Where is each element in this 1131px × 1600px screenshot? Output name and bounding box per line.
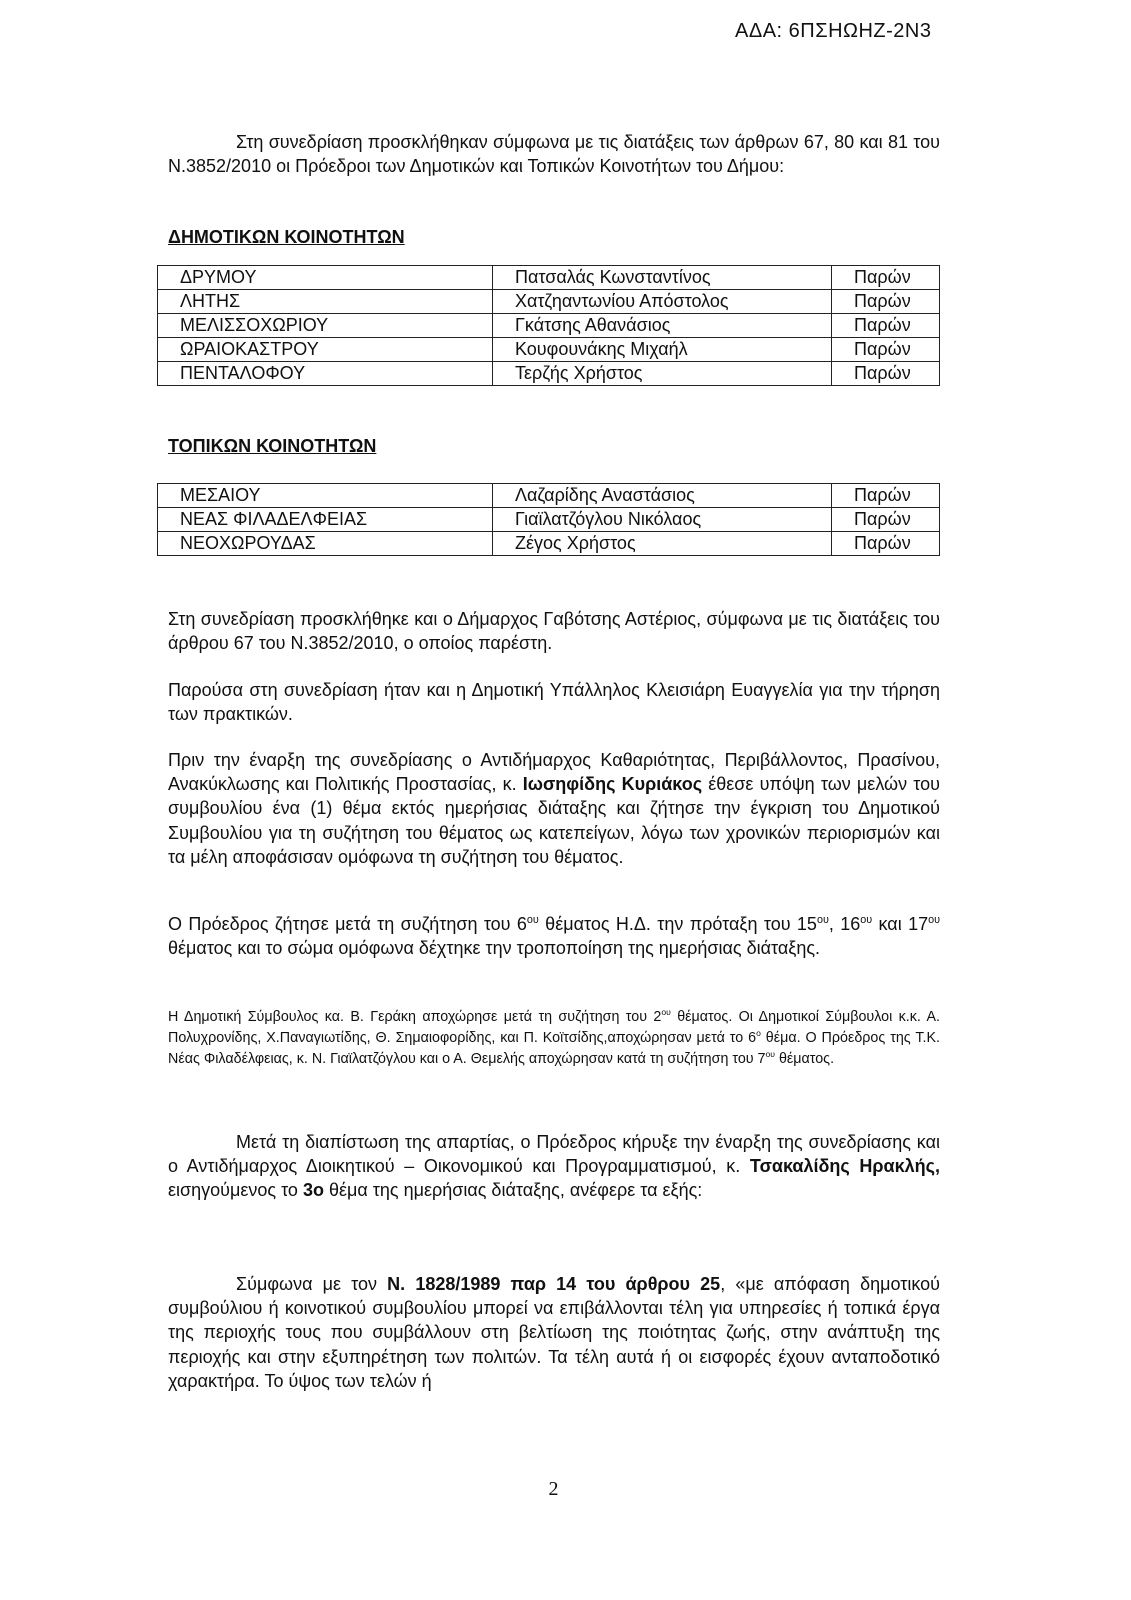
president-name: Χατζηαντωνίου Απόστολος <box>493 290 832 314</box>
community-name: ΜΕΣΑΙΟΥ <box>158 484 493 508</box>
table-row <box>158 532 940 556</box>
text-segment: θέματος. Οι Δημοτικοί Σύμβουλοι κ.κ. Α. Πολυχρονίδης, Χ.Παναγιωτίδης, Θ. Σημαιοφορίδης, και Π. Κοϊτσίδης,αποχώρησαν μετά το 6 <box>168 1009 940 1046</box>
ada-code: ΑΔΑ: 6ΠΣΗΩΗΖ-2Ν3 <box>735 20 932 42</box>
text-segment: Στη συνεδρίαση προσκλήθηκαν σύμφωνα με τις διατάξεις των άρθρων 67, 80 και 81 του Ν.3852/2010 οι Πρόεδροι των Δημοτικών και Τοπικών Κοινοτήτων του Δήμου: <box>168 132 940 177</box>
text-segment: Στη συνεδρίαση προσκλήθηκε και ο Δήμαρχος Γαβότσης Αστέριος, σύμφωνα με τις διατάξεις του άρθρου 67 του Ν.3852/2010, ο οποίος παρέστη. <box>168 609 940 654</box>
table-row <box>158 362 940 386</box>
ordinal-superscript: ου <box>928 914 941 926</box>
text-segment: θέμα. Ο Πρόεδρος της Τ.Κ. Νέας Φιλαδέλφειας, κ. Ν. Γιαϊλατζόγλου και ο Α. Θεμελής αποχώρησαν κατά τη συζήτηση του 7 <box>168 1030 940 1067</box>
law-paragraph <box>168 1272 940 1393</box>
bold-text: 3ο <box>302 1180 324 1201</box>
local-table <box>157 483 940 556</box>
community-name: ΔΡΥΜΟΥ <box>158 266 493 290</box>
municipal-table <box>157 265 940 386</box>
text-segment: Μετά τη διαπίστωση της απαρτίας, ο Πρόεδρος κήρυξε την έναρξη της συνεδρίασης και ο Αντιδήμαρχος Διοικητικού – Οικονομικού και Προγραμματισμού, κ. <box>168 1132 940 1177</box>
text-segment: Παρούσα στη συνεδρίαση ήταν και η Δημοτική Υπάλληλος Κλεισιάρη Ευαγγελία για την τήρηση των πρακτικών. <box>168 680 940 725</box>
president-name: Ζέγος Χρήστος <box>493 532 832 556</box>
table-row <box>158 338 940 362</box>
text-segment: Πριν την έναρξη της συνεδρίασης ο Αντιδήμαρχος Καθαριότητας, Περιβάλλοντος, Πρασίνου, Ανακύκλωσης και Πολιτικής Προστασίας, κ. <box>168 750 940 795</box>
attendance-status: Παρών <box>832 508 940 532</box>
text-segment: , 16 <box>828 914 861 934</box>
agenda-change-paragraph <box>168 912 940 960</box>
attendance-status: Παρών <box>832 338 940 362</box>
urgent-item-paragraph <box>168 748 940 869</box>
text-segment: Η Δημοτική Σύμβουλος κα. Β. Γεράκη αποχώρησε μετά τη συζήτηση του 2 <box>168 1009 662 1025</box>
table-row <box>158 290 940 314</box>
president-name: Τερζής Χρήστος <box>493 362 832 386</box>
attendance-status: Παρών <box>832 314 940 338</box>
bold-text: Ν. 1828/1989 παρ 14 του άρθρου 25 <box>387 1274 721 1294</box>
attendance-status: Παρών <box>832 290 940 314</box>
clerk-paragraph <box>168 678 940 726</box>
text-segment: θέματος. <box>774 1051 835 1067</box>
president-name: Λαζαρίδης Αναστάσιος <box>493 484 832 508</box>
ordinal-superscript: ου <box>816 914 829 926</box>
ordinal-superscript: ου <box>860 914 873 926</box>
ordinal-superscript: ου <box>661 1007 671 1018</box>
president-name: Γιαϊλατζόγλου Νικόλαος <box>493 508 832 532</box>
table-row <box>158 508 940 532</box>
text-segment: εισηγούμενος το <box>168 1180 303 1201</box>
president-name: Γκάτσης Αθανάσιος <box>493 314 832 338</box>
text-segment: Ο Πρόεδρος ζήτησε μετά τη συζήτηση του 6 <box>168 914 527 934</box>
table-row <box>158 266 940 290</box>
text-segment: θέματος και το σώμα ομόφωνα δέχτηκε την τροποποίηση της ημερήσιας διάταξης. <box>168 938 821 959</box>
text-segment: έθεσε υπόψη των μελών του συμβουλίου ένα (1) θέμα εκτός ημερήσιας διάταξης και ζήτησε την έγκριση του Δημοτικού Συμβουλίου για τη συζήτηση του θέματος ως κατεπείγων, λόγω των χρονικών περιορισμών και τα μέλη αποφάσισαν ομόφωνα τη συζήτηση του θέματος. <box>168 774 940 867</box>
ordinal-superscript: ο <box>756 1028 761 1039</box>
local-heading: ΤΟΠΙΚΩΝ ΚΟΙΝΟΤΗΤΩΝ <box>168 436 377 456</box>
community-name: ΜΕΛΙΣΣΟΧΩΡΙΟΥ <box>158 314 493 338</box>
text-segment: και 17 <box>872 914 929 934</box>
attendance-status: Παρών <box>832 532 940 556</box>
table-row <box>158 484 940 508</box>
attendance-status: Παρών <box>832 266 940 290</box>
mayor-paragraph <box>168 607 940 655</box>
intro-paragraph <box>168 130 940 178</box>
community-name: ΝΕΑΣ ΦΙΛΑΔΕΛΦΕΙΑΣ <box>158 508 493 532</box>
bold-text: Τσακαλίδης Ηρακλής, <box>749 1156 940 1177</box>
president-name: Πατσαλάς Κωνσταντίνος <box>493 266 832 290</box>
ordinal-superscript: ου <box>526 914 539 926</box>
attendance-status: Παρών <box>832 362 940 386</box>
text-segment: Σύμφωνα με τον <box>236 1274 388 1294</box>
table-row <box>158 314 940 338</box>
departures-paragraph <box>168 1007 940 1070</box>
text-segment: θέματος Η.Δ. την πρόταξη του 15 <box>538 914 817 934</box>
community-name: ΩΡΑΙΟΚΑΣΤΡΟΥ <box>158 338 493 362</box>
ordinal-superscript: ου <box>765 1049 775 1060</box>
quorum-paragraph <box>168 1130 940 1203</box>
text-segment: , «με απόφαση δημοτικού συμβούλιου ή κοινοτικού συμβουλίου μπορεί να επιβάλλονται τέλη για υπηρεσίες ή τοπικά έργα της περιοχής τους που συμβάλλουν στη βελτίωση της ποιότητας ζωής, στην ανάπτυξη της περιοχής και στην εξυπηρέτηση των πολιτών. Τα τέλη αυτά ή οι εισφορές έχουν ανταποδοτικό χαρακτήρα. Το ύψος των τελών ή <box>168 1274 940 1391</box>
attendance-status: Παρών <box>832 484 940 508</box>
community-name: ΝΕΟΧΩΡΟΥΔΑΣ <box>158 532 493 556</box>
community-name: ΛΗΤΗΣ <box>158 290 493 314</box>
municipal-heading: ΔΗΜΟΤΙΚΩΝ ΚΟΙΝΟΤΗΤΩΝ <box>168 227 405 247</box>
page-number: 2 <box>548 1478 559 1500</box>
president-name: Κουφουνάκης Μιχαήλ <box>493 338 832 362</box>
community-name: ΠΕΝΤΑΛΟΦΟΥ <box>158 362 493 386</box>
text-segment: θέμα της ημερήσιας διάταξης, ανέφερε τα εξής: <box>323 1180 703 1201</box>
bold-text: Ιωσηφίδης Κυριάκος <box>522 774 703 795</box>
